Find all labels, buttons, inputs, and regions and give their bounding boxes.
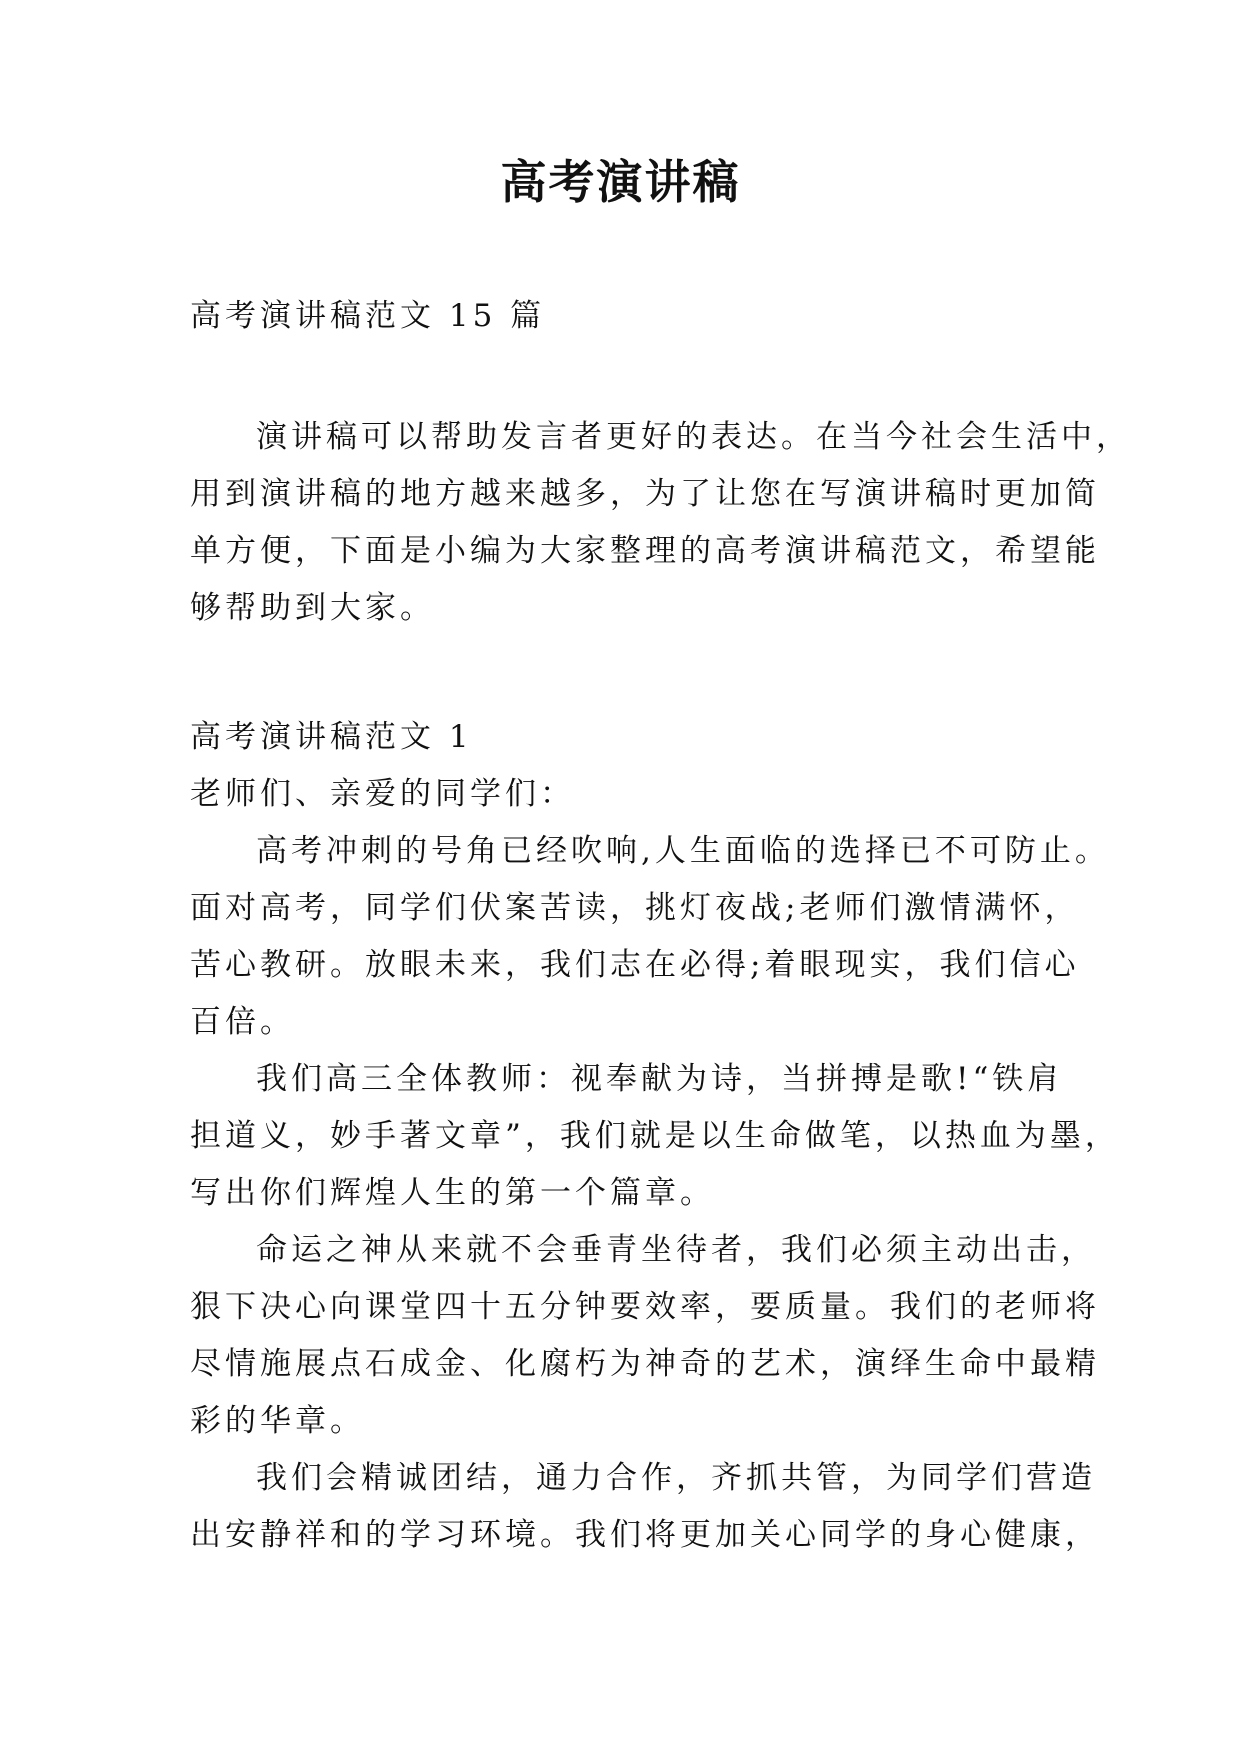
paragraph-line: 尽情施展点石成金、化腐朽为神奇的艺术，演绎生命中最精 bbox=[190, 1346, 1100, 1382]
intro-paragraph bbox=[190, 409, 1131, 637]
document-title: 高考演讲稿 bbox=[500, 155, 741, 209]
body-paragraph bbox=[190, 823, 1110, 1051]
intro-line: 演讲稿可以帮助发言者更好的表达。在当今社会生活中， bbox=[256, 419, 1131, 455]
spacer bbox=[190, 637, 1060, 709]
paragraph-line: 彩的华章。 bbox=[190, 1403, 365, 1439]
section-heading: 高考演讲稿范文 1 bbox=[190, 719, 473, 755]
paragraph-line: 高考冲刺的号角已经吹响,人生面临的选择已不可防止。 bbox=[256, 833, 1110, 869]
intro-line: 单方便，下面是小编为大家整理的高考演讲稿范文，希望能 bbox=[190, 533, 1100, 569]
paragraph-line: 面对高考，同学们伏案苦读，挑灯夜战;老师们激情满怀， bbox=[190, 890, 1080, 926]
spacer bbox=[190, 345, 1060, 409]
body-paragraph bbox=[190, 1051, 1120, 1222]
document-subtitle: 高考演讲稿范文 15 篇 bbox=[190, 298, 546, 334]
paragraph-line: 苦心教研。放眼未来，我们志在必得;着眼现实，我们信心 bbox=[190, 947, 1080, 983]
paragraph-line: 命运之神从来就不会垂青坐待者，我们必须主动出击， bbox=[256, 1232, 1096, 1268]
paragraph-line: 狠下决心向课堂四十五分钟要效率，要质量。我们的老师将 bbox=[190, 1289, 1100, 1325]
intro-line: 用到演讲稿的地方越来越多，为了让您在写演讲稿时更加简 bbox=[190, 476, 1100, 512]
paragraph-line: 我们高三全体教师：视奉献为诗，当拼搏是歌!“铁肩 bbox=[256, 1061, 1063, 1097]
body-paragraph bbox=[190, 1222, 1100, 1450]
body-paragraph bbox=[190, 1450, 1100, 1564]
intro-line: 够帮助到大家。 bbox=[190, 590, 435, 626]
paragraph-line: 写出你们辉煌人生的第一个篇章。 bbox=[190, 1175, 715, 1211]
paragraph-line: 我们会精诚团结，通力合作，齐抓共管，为同学们营造 bbox=[256, 1460, 1096, 1496]
paragraph-line: 百倍。 bbox=[190, 1004, 295, 1040]
salutation: 老师们、亲爱的同学们： bbox=[190, 776, 575, 812]
paragraph-line: 担道义，妙手著文章”，我们就是以生命做笔，以热血为墨， bbox=[190, 1118, 1120, 1154]
document-body bbox=[190, 288, 1131, 1564]
paragraph-line: 出安静祥和的学习环境。我们将更加关心同学的身心健康， bbox=[190, 1517, 1100, 1553]
